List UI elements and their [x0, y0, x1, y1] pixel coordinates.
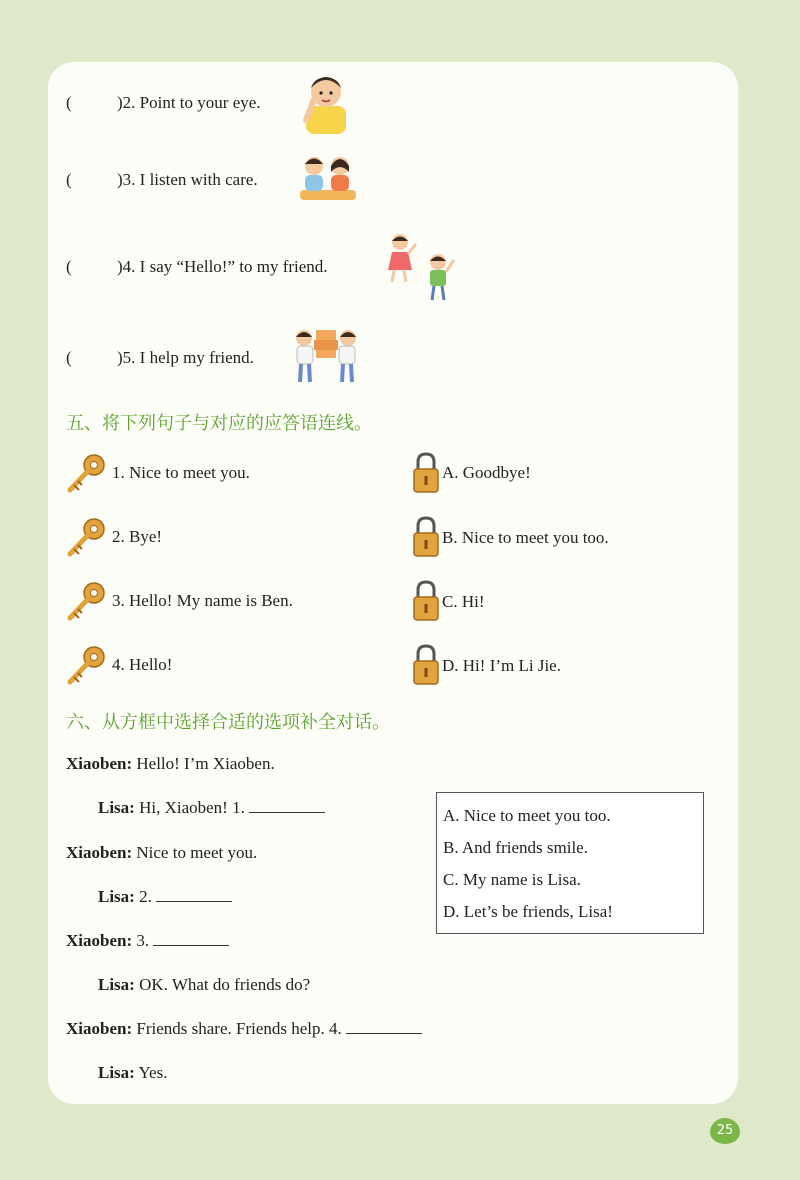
dialogue-line [98, 887, 232, 907]
dialogue-text: Hello! I’m Xiaoben. [132, 754, 275, 773]
speaker-name: Lisa: [98, 798, 135, 817]
answer-paren: ( [66, 170, 72, 189]
key-sentence-4: 4. Hello! [112, 655, 173, 674]
speaker-name: Xiaoben: [66, 931, 133, 950]
options-box [436, 792, 704, 934]
answer-blank-1[interactable] [249, 798, 325, 813]
dialogue-text: Yes. [134, 1063, 168, 1082]
item-3-text: )3. I listen with care. [117, 170, 258, 189]
item-2-text: )2. Point to your eye. [117, 93, 261, 112]
section-six-heading: 六、从方框中选择合适的选项补全对话。 [66, 712, 390, 733]
dialogue-line [98, 1063, 167, 1083]
option-c: C. My name is Lisa. [443, 870, 581, 889]
key-icon [66, 580, 108, 622]
speaker-name: Lisa: [98, 887, 135, 906]
dialogue-text: Hi, Xiaoben! 1. [134, 798, 245, 817]
dialogue-line [66, 754, 275, 774]
item-4-text: )4. I say “Hello!” to my friend. [117, 257, 328, 276]
girls-carrying-boxes-picture [294, 324, 358, 386]
page-number: 25 [710, 1118, 740, 1144]
dialogue-text: Friends share. Friends help. 4. [132, 1019, 342, 1038]
option-a: A. Nice to meet you too. [443, 806, 611, 825]
dialogue-text: OK. What do friends do? [134, 975, 311, 994]
lock-response-d: D. Hi! I’m Li Jie. [442, 656, 561, 675]
padlock-icon [412, 580, 440, 622]
dialogue-text: Nice to meet you. [132, 843, 258, 862]
key-icon [66, 452, 108, 494]
lock-response-c: C. Hi! [442, 592, 485, 611]
key-icon [66, 644, 108, 686]
speaker-name: Xiaoben: [66, 1019, 133, 1038]
key-sentence-2: 2. Bye! [112, 527, 163, 546]
answer-blank-4[interactable] [346, 1019, 422, 1034]
item-5-text: )5. I help my friend. [117, 348, 254, 367]
answer-paren: ( [66, 93, 72, 112]
lock-response-a: A. Goodbye! [442, 463, 531, 482]
dialogue-line [66, 931, 229, 951]
boy-pointing-to-eye-picture [298, 70, 354, 134]
dialogue-line [98, 975, 310, 995]
answer-paren: ( [66, 257, 72, 276]
speaker-name: Lisa: [98, 975, 135, 994]
section-five-heading: 五、将下列句子与对应的应答语连线。 [66, 413, 372, 434]
padlock-icon [412, 452, 440, 494]
option-d: D. Let’s be friends, Lisa! [443, 902, 613, 921]
dialogue-text: 2. [134, 887, 152, 906]
dialogue-line [66, 843, 257, 863]
answer-paren: ( [66, 348, 72, 367]
dialogue-line [98, 798, 325, 818]
lock-response-b: B. Nice to meet you too. [442, 528, 609, 547]
dialogue-line [66, 1019, 422, 1039]
key-icon [66, 516, 108, 558]
speaker-name: Lisa: [98, 1063, 135, 1082]
answer-blank-3[interactable] [153, 931, 229, 946]
key-sentence-1: 1. Nice to meet you. [112, 463, 250, 482]
speaker-name: Xiaoben: [66, 754, 133, 773]
children-waving-hello-picture [384, 232, 460, 304]
key-sentence-3: 3. Hello! My name is Ben. [112, 591, 293, 610]
answer-blank-2[interactable] [156, 887, 232, 902]
dialogue-text: 3. [132, 931, 150, 950]
padlock-icon [412, 644, 440, 686]
option-b: B. And friends smile. [443, 838, 588, 857]
speaker-name: Xiaoben: [66, 843, 133, 862]
children-listening-picture [296, 152, 358, 204]
padlock-icon [412, 516, 440, 558]
